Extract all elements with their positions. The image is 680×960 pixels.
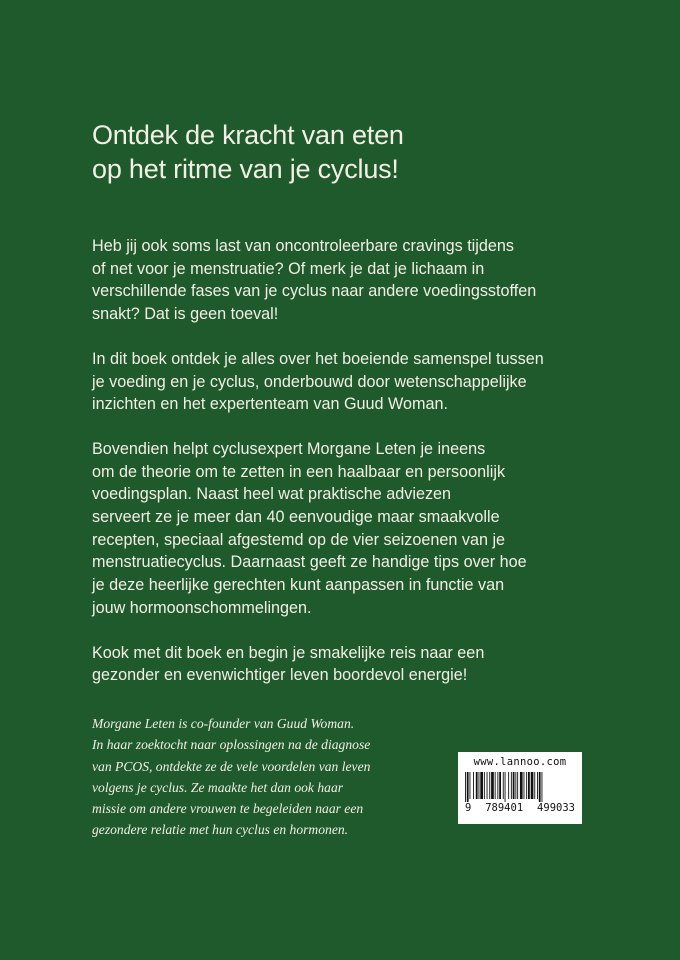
- barcode-bar: [508, 772, 509, 799]
- text-line: Kook met dit boek en begin je smakelijke reis naar een: [92, 643, 485, 662]
- barcode-bar: [528, 772, 530, 799]
- headline-line-2: op het ritme van je cyclus!: [92, 154, 399, 184]
- headline-line-1: Ontdek de kracht van eten: [92, 120, 404, 150]
- barcode-bar: [539, 772, 541, 802]
- barcode-bar: [489, 772, 490, 799]
- barcode-bar: [499, 772, 501, 799]
- bio-line: van PCOS, ontdekte ze de vele voordelen van leven: [92, 758, 371, 774]
- barcode-bar: [511, 772, 512, 799]
- barcode-bar: [479, 772, 480, 799]
- barcode-bar: [491, 772, 494, 799]
- text-line: snakt? Dat is geen toeval!: [92, 305, 279, 324]
- bio-line: missie om andere vrouwen te begeleiden naar een: [92, 801, 364, 817]
- isbn-group: 499033: [537, 802, 575, 814]
- text-line: of net voor je menstruatie? Of merk je dat je lichaam in: [92, 259, 485, 278]
- text-line: serveert ze je meer dan 40 eenvoudige maar smaakvolle: [92, 508, 500, 527]
- blurb-paragraph-4: [92, 642, 572, 687]
- text-line: voedingsplan. Naast heel wat praktische adviezen: [92, 485, 452, 504]
- barcode-bar: [470, 772, 471, 799]
- barcode-bar: [513, 772, 515, 799]
- text-line: verschillende fases van je cyclus naar andere voedingsstoffen: [92, 282, 537, 301]
- barcode-bar: [487, 772, 488, 799]
- bio-line: volgens je cyclus. Ze maakte het dan ook haar: [92, 779, 344, 795]
- headline: [92, 118, 612, 186]
- barcode-bar: [476, 772, 478, 799]
- barcode-bar: [524, 772, 525, 799]
- bio-line: gezondere relatie met hun cyclus en hormonen.: [92, 822, 349, 838]
- barcode-bar: [542, 772, 543, 802]
- barcode-bar: [495, 772, 496, 799]
- barcode-bar: [473, 772, 474, 799]
- barcode-bar: [534, 772, 535, 799]
- text-line: je voeding en je cyclus, onderbouwd door wetenschappelijke: [92, 372, 527, 391]
- publisher-url: www.lannoo.com: [473, 756, 567, 768]
- barcode-bar: [503, 772, 504, 799]
- text-line: gezonder en evenwichtiger leven boordevol energie!: [92, 666, 468, 685]
- author-bio: [92, 713, 422, 841]
- isbn-digits: [464, 802, 576, 814]
- text-line: In dit boek ontdek je alles over het boeiende samenspel tussen: [92, 349, 544, 368]
- text-line: recepten, speciaal afgestemd op de vier seizoenen van je: [92, 530, 506, 549]
- barcode-label: [458, 752, 582, 824]
- barcode-bar: [497, 772, 498, 799]
- bio-line: Morgane Leten is co-founder van Guud Woman.: [92, 716, 355, 731]
- blurb-paragraph-2: [92, 348, 572, 416]
- barcode-bar: [517, 772, 518, 799]
- barcode-bar: [465, 772, 466, 802]
- text-line: Heb jij ook soms last van oncontroleerbare cravings tijdens: [92, 237, 514, 255]
- text-line: inzichten en het expertenteam van Guud Woman.: [92, 395, 449, 414]
- barcode-icon: [464, 772, 576, 802]
- barcode-bar: [531, 772, 534, 799]
- text-line: je deze heerlijke gerechten kunt aanpassen in functie van: [92, 576, 505, 595]
- bio-line: In haar zoektocht naar oplossingen na de diagnose: [92, 737, 371, 753]
- blurb: [92, 235, 572, 709]
- barcode-bar: [484, 772, 485, 799]
- barcode-bar: [505, 772, 506, 802]
- barcode-bar: [526, 772, 527, 799]
- barcode-bar: [515, 772, 516, 799]
- isbn-group: 789401: [485, 802, 524, 814]
- blurb-paragraph-1: [92, 235, 572, 326]
- text-line: Bovendien helpt cyclusexpert Morgane Leten je ineens: [92, 439, 486, 458]
- text-line: jouw hormoonschommelingen.: [92, 598, 312, 617]
- barcode-bar: [467, 772, 469, 802]
- text-line: om de theorie om te zetten in een haalbaar en persoonlijk: [92, 462, 506, 481]
- barcode-bar: [537, 772, 538, 799]
- barcode-bar: [520, 772, 523, 799]
- barcode-bar: [480, 772, 483, 799]
- text-line: menstruatiecyclus. Daarnaast geeft ze handige tips over hoe: [92, 553, 527, 572]
- isbn-group: 9: [465, 802, 472, 814]
- blurb-paragraph-3: [92, 438, 572, 620]
